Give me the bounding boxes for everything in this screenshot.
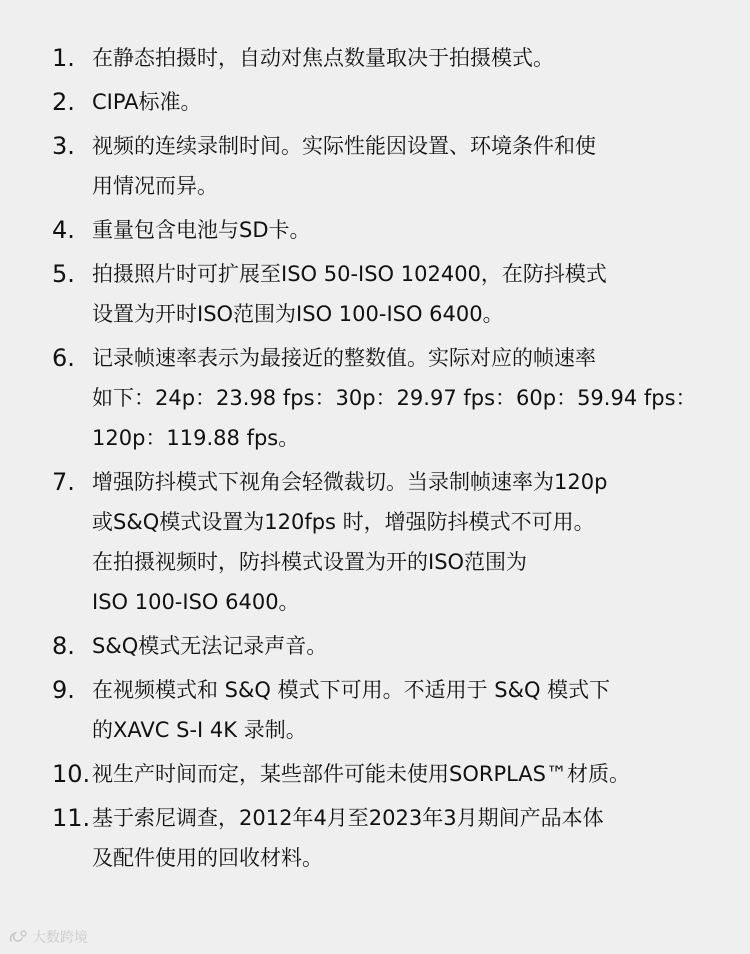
note-number: 1. [52,44,75,72]
note-item-2 [52,82,732,122]
note-number: 2. [52,88,75,116]
note-item-7 [52,462,732,622]
note-text: 增强防抖模式下视角会轻微裁切。当录制帧速率为120p 或S&Q模式设置为120fps 时，增强防抖模式不可用。 在拍摄视频时，防抖模式设置为开的ISO范围为 ISO 100-ISO 6400。 [92,470,608,614]
note-item-1 [52,38,732,78]
note-number: 7. [52,468,75,496]
note-text: 在视频模式和 S&Q 模式下可用。不适用于 S&Q 模式下 的XAVC S-I 4K 录制。 [92,678,611,742]
note-text: 重量包含电池与SD卡。 [92,218,311,242]
note-item-5 [52,254,732,334]
watermark [8,927,88,947]
note-text: 视频的连续录制时间。实际性能因设置、环境条件和使 用情况而异。 [92,134,596,198]
note-number: 6. [52,344,75,372]
note-text: 视生产时间而定，某些部件可能未使用SORPLAS™材质。 [92,762,630,786]
note-number: 3. [52,132,75,160]
watermark-text: 大数跨境 [32,930,88,946]
note-number: 9. [52,676,75,704]
note-text: S&Q模式无法记录声音。 [92,634,328,658]
note-number: 5. [52,260,75,288]
note-number: 10. [52,760,91,788]
note-item-6 [52,338,732,458]
note-text: 在静态拍摄时，自动对焦点数量取决于拍摄模式。 [92,46,554,70]
note-item-10 [52,754,732,794]
notes-list [52,38,732,882]
note-item-8 [52,626,732,666]
note-text: 基于索尼调查，2012年4月至2023年3月期间产品本体 及配件使用的回收材料。 [92,806,604,870]
note-number: 8. [52,632,75,660]
note-text: CIPA标准。 [92,90,202,114]
note-item-9 [52,670,732,750]
note-number: 4. [52,216,75,244]
note-text: 拍摄照片时可扩展至ISO 50-ISO 102400，在防抖模式 设置为开时ISO范围为ISO 100-ISO 6400。 [92,262,607,326]
note-item-11 [52,798,732,878]
note-number: 11. [52,804,91,832]
note-text: 记录帧速率表示为最接近的整数值。实际对应的帧速率 如下：24p：23.98 fps：30p：29.97 fps：60p：59.94 fps： 120p：119.88 fps。 [92,346,697,450]
note-item-3 [52,126,732,206]
note-item-4 [52,210,732,250]
watermark-logo-icon [8,929,28,945]
